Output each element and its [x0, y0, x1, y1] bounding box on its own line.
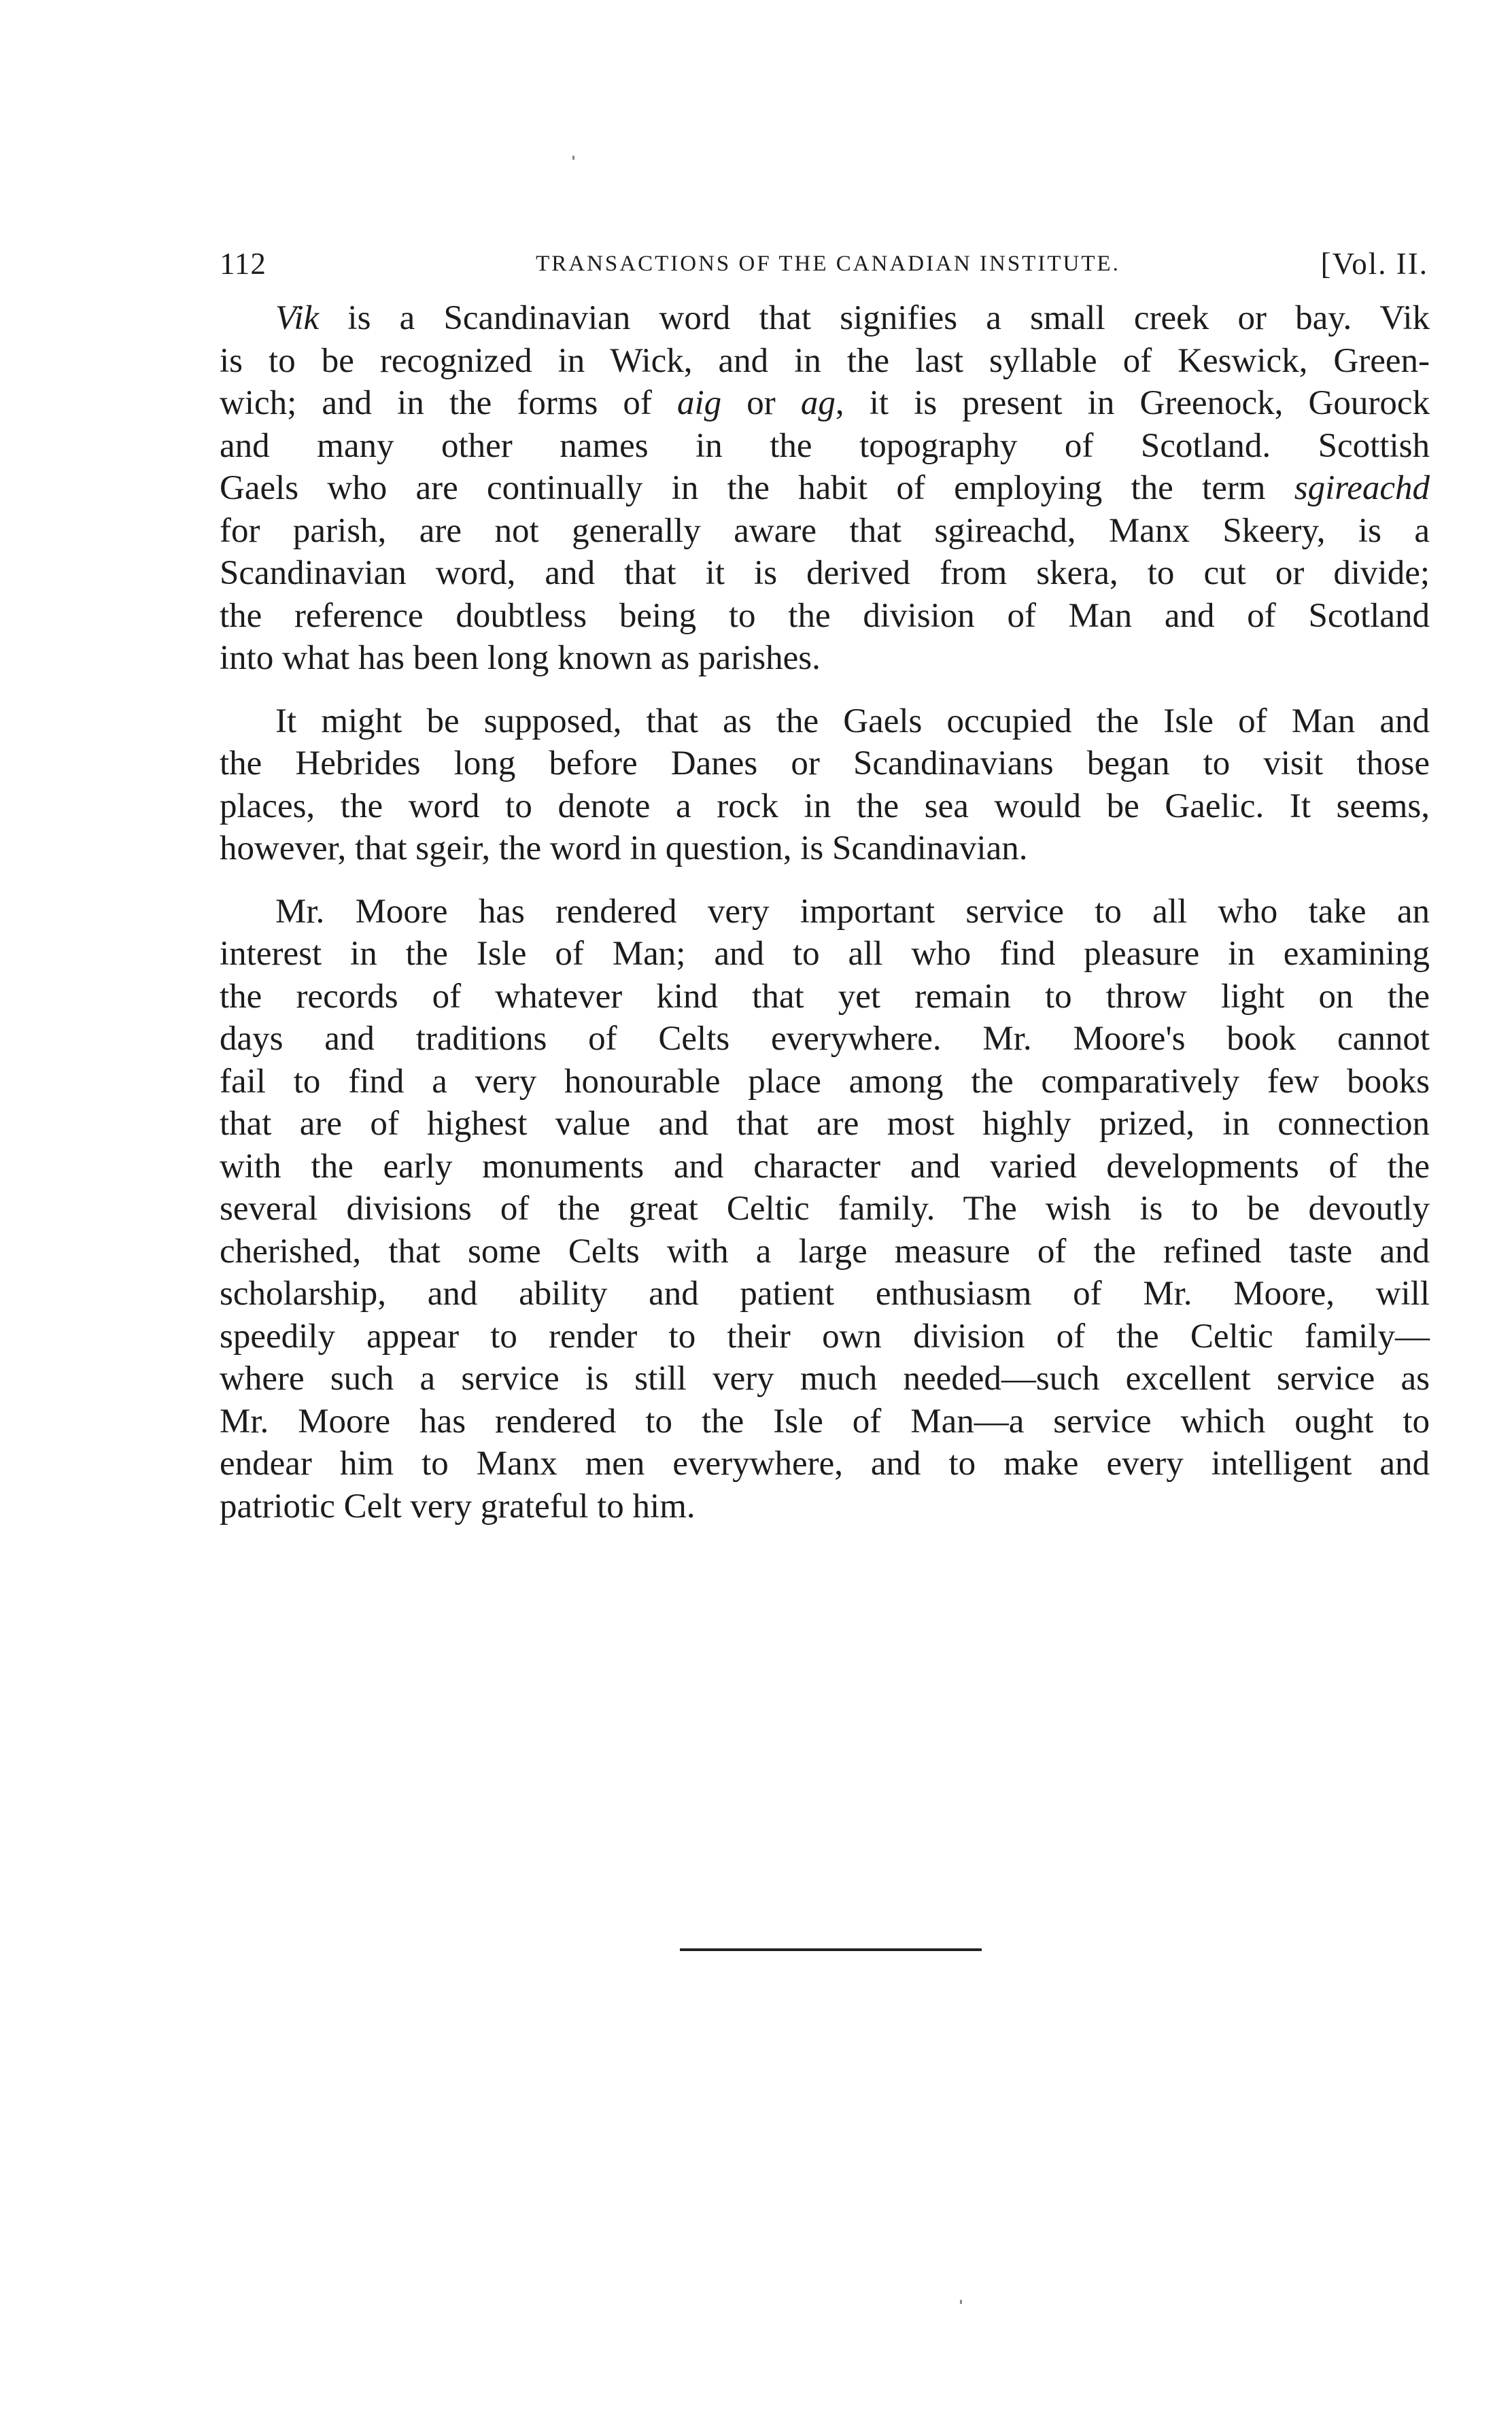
scan-speck — [572, 156, 574, 160]
text-run: the Hebrides long before Danes or Scandinavians began to visit those — [220, 744, 1430, 782]
text-line — [220, 297, 1430, 340]
page-header — [220, 246, 1437, 294]
text-line — [220, 700, 1430, 743]
text-run: scholarship, and ability and patient enthusiasm of Mr. Moore, will — [220, 1275, 1430, 1313]
text-line — [220, 425, 1430, 468]
text-line — [220, 637, 1430, 680]
running-title: TRANSACTIONS OF THE CANADIAN INSTITUTE. — [536, 252, 1120, 276]
text-run: into what has been long known as parishes. — [220, 639, 821, 677]
text-line — [220, 1443, 1430, 1485]
text-line — [220, 1145, 1430, 1188]
text-run: days and traditions of Celts everywhere. Mr. Moore's book cannot — [220, 1020, 1430, 1058]
text-run: the records of whatever kind that yet remain to throw light on the — [220, 977, 1430, 1016]
text-run: It might be supposed, that as the Gaels occupied the Isle of Man and — [275, 702, 1430, 740]
paragraph — [220, 700, 1430, 870]
text-line — [220, 1018, 1430, 1061]
text-run: wich; and in the forms of — [220, 384, 678, 422]
text-line — [220, 933, 1430, 976]
text-run: or — [721, 384, 801, 422]
text-run: Mr. Moore has rendered very important service to all who take an — [275, 892, 1430, 931]
italic-term: sgireachd — [1294, 469, 1430, 507]
text-line — [220, 1273, 1430, 1315]
text-line — [220, 1358, 1430, 1400]
text-line — [220, 976, 1430, 1018]
text-line — [220, 340, 1430, 383]
text-line — [220, 1103, 1430, 1145]
text-line — [220, 382, 1430, 425]
text-run: interest in the Isle of Man; and to all who find pleasure in examining — [220, 935, 1430, 973]
text-line — [220, 891, 1430, 933]
italic-term: aig — [677, 384, 722, 422]
text-line — [220, 827, 1430, 870]
volume-label: [Vol. II. — [1320, 247, 1428, 281]
text-run: endear him to Manx men everywhere, and to make every intelligent and — [220, 1445, 1430, 1483]
text-run: fail to find a very honourable place among the comparatively few books — [220, 1062, 1430, 1101]
text-run: Mr. Moore has rendered to the Isle of Man—a service which ought to — [220, 1402, 1430, 1441]
text-run: , it is present in Greenock, Gourock — [835, 384, 1430, 422]
text-run: speedily appear to render to their own division of the Celtic family— — [220, 1317, 1430, 1356]
body-text — [220, 297, 1430, 1548]
text-line — [220, 510, 1430, 553]
text-run: for parish, are not generally aware that sgireachd, Manx Skeery, is a — [220, 511, 1430, 550]
text-line — [220, 785, 1430, 828]
text-run: places, the word to denote a rock in the sea would be Gaelic. It seems, — [220, 787, 1430, 825]
text-line — [220, 595, 1430, 638]
text-run: is a Scandinavian word that signifies a small creek or bay. Vik — [319, 299, 1430, 337]
italic-term: Vik — [275, 299, 320, 337]
text-run: is to be recognized in Wick, and in the last syllable of Keswick, Green- — [220, 341, 1430, 380]
text-line — [220, 742, 1430, 785]
text-run: however, that sgeir, the word in question, is Scandinavian. — [220, 829, 1028, 867]
text-line — [220, 467, 1430, 510]
text-run: where such a service is still very much needed—such excellent service as — [220, 1360, 1430, 1398]
scan-speck — [960, 2300, 962, 2304]
text-run: patriotic Celt very grateful to him. — [220, 1487, 695, 1526]
text-run: Gaels who are continually in the habit of employing the term — [220, 469, 1294, 507]
text-run: Scandinavian word, and that it is derived from skera, to cut or divide; — [220, 554, 1430, 592]
text-line — [220, 1188, 1430, 1230]
page-number: 112 — [220, 247, 267, 281]
italic-term: ag — [800, 384, 836, 422]
text-run: the reference doubtless being to the division of Man and of Scotland — [220, 596, 1430, 635]
text-line — [220, 1230, 1430, 1273]
text-run: cherished, that some Celts with a large measure of the refined taste and — [220, 1232, 1430, 1271]
text-run: and many other names in the topography of Scotland. Scottish — [220, 426, 1430, 465]
text-line — [220, 552, 1430, 595]
text-line — [220, 1400, 1430, 1443]
paragraph — [220, 891, 1430, 1528]
text-line — [220, 1485, 1430, 1528]
text-line — [220, 1061, 1430, 1103]
end-rule — [680, 1948, 982, 1951]
text-line — [220, 1315, 1430, 1358]
paragraph — [220, 297, 1430, 680]
text-run: with the early monuments and character and varied developments of the — [220, 1147, 1430, 1186]
text-run: that are of highest value and that are most highly prized, in connection — [220, 1105, 1430, 1143]
text-run: several divisions of the great Celtic family. The wish is to be devoutly — [220, 1190, 1430, 1228]
